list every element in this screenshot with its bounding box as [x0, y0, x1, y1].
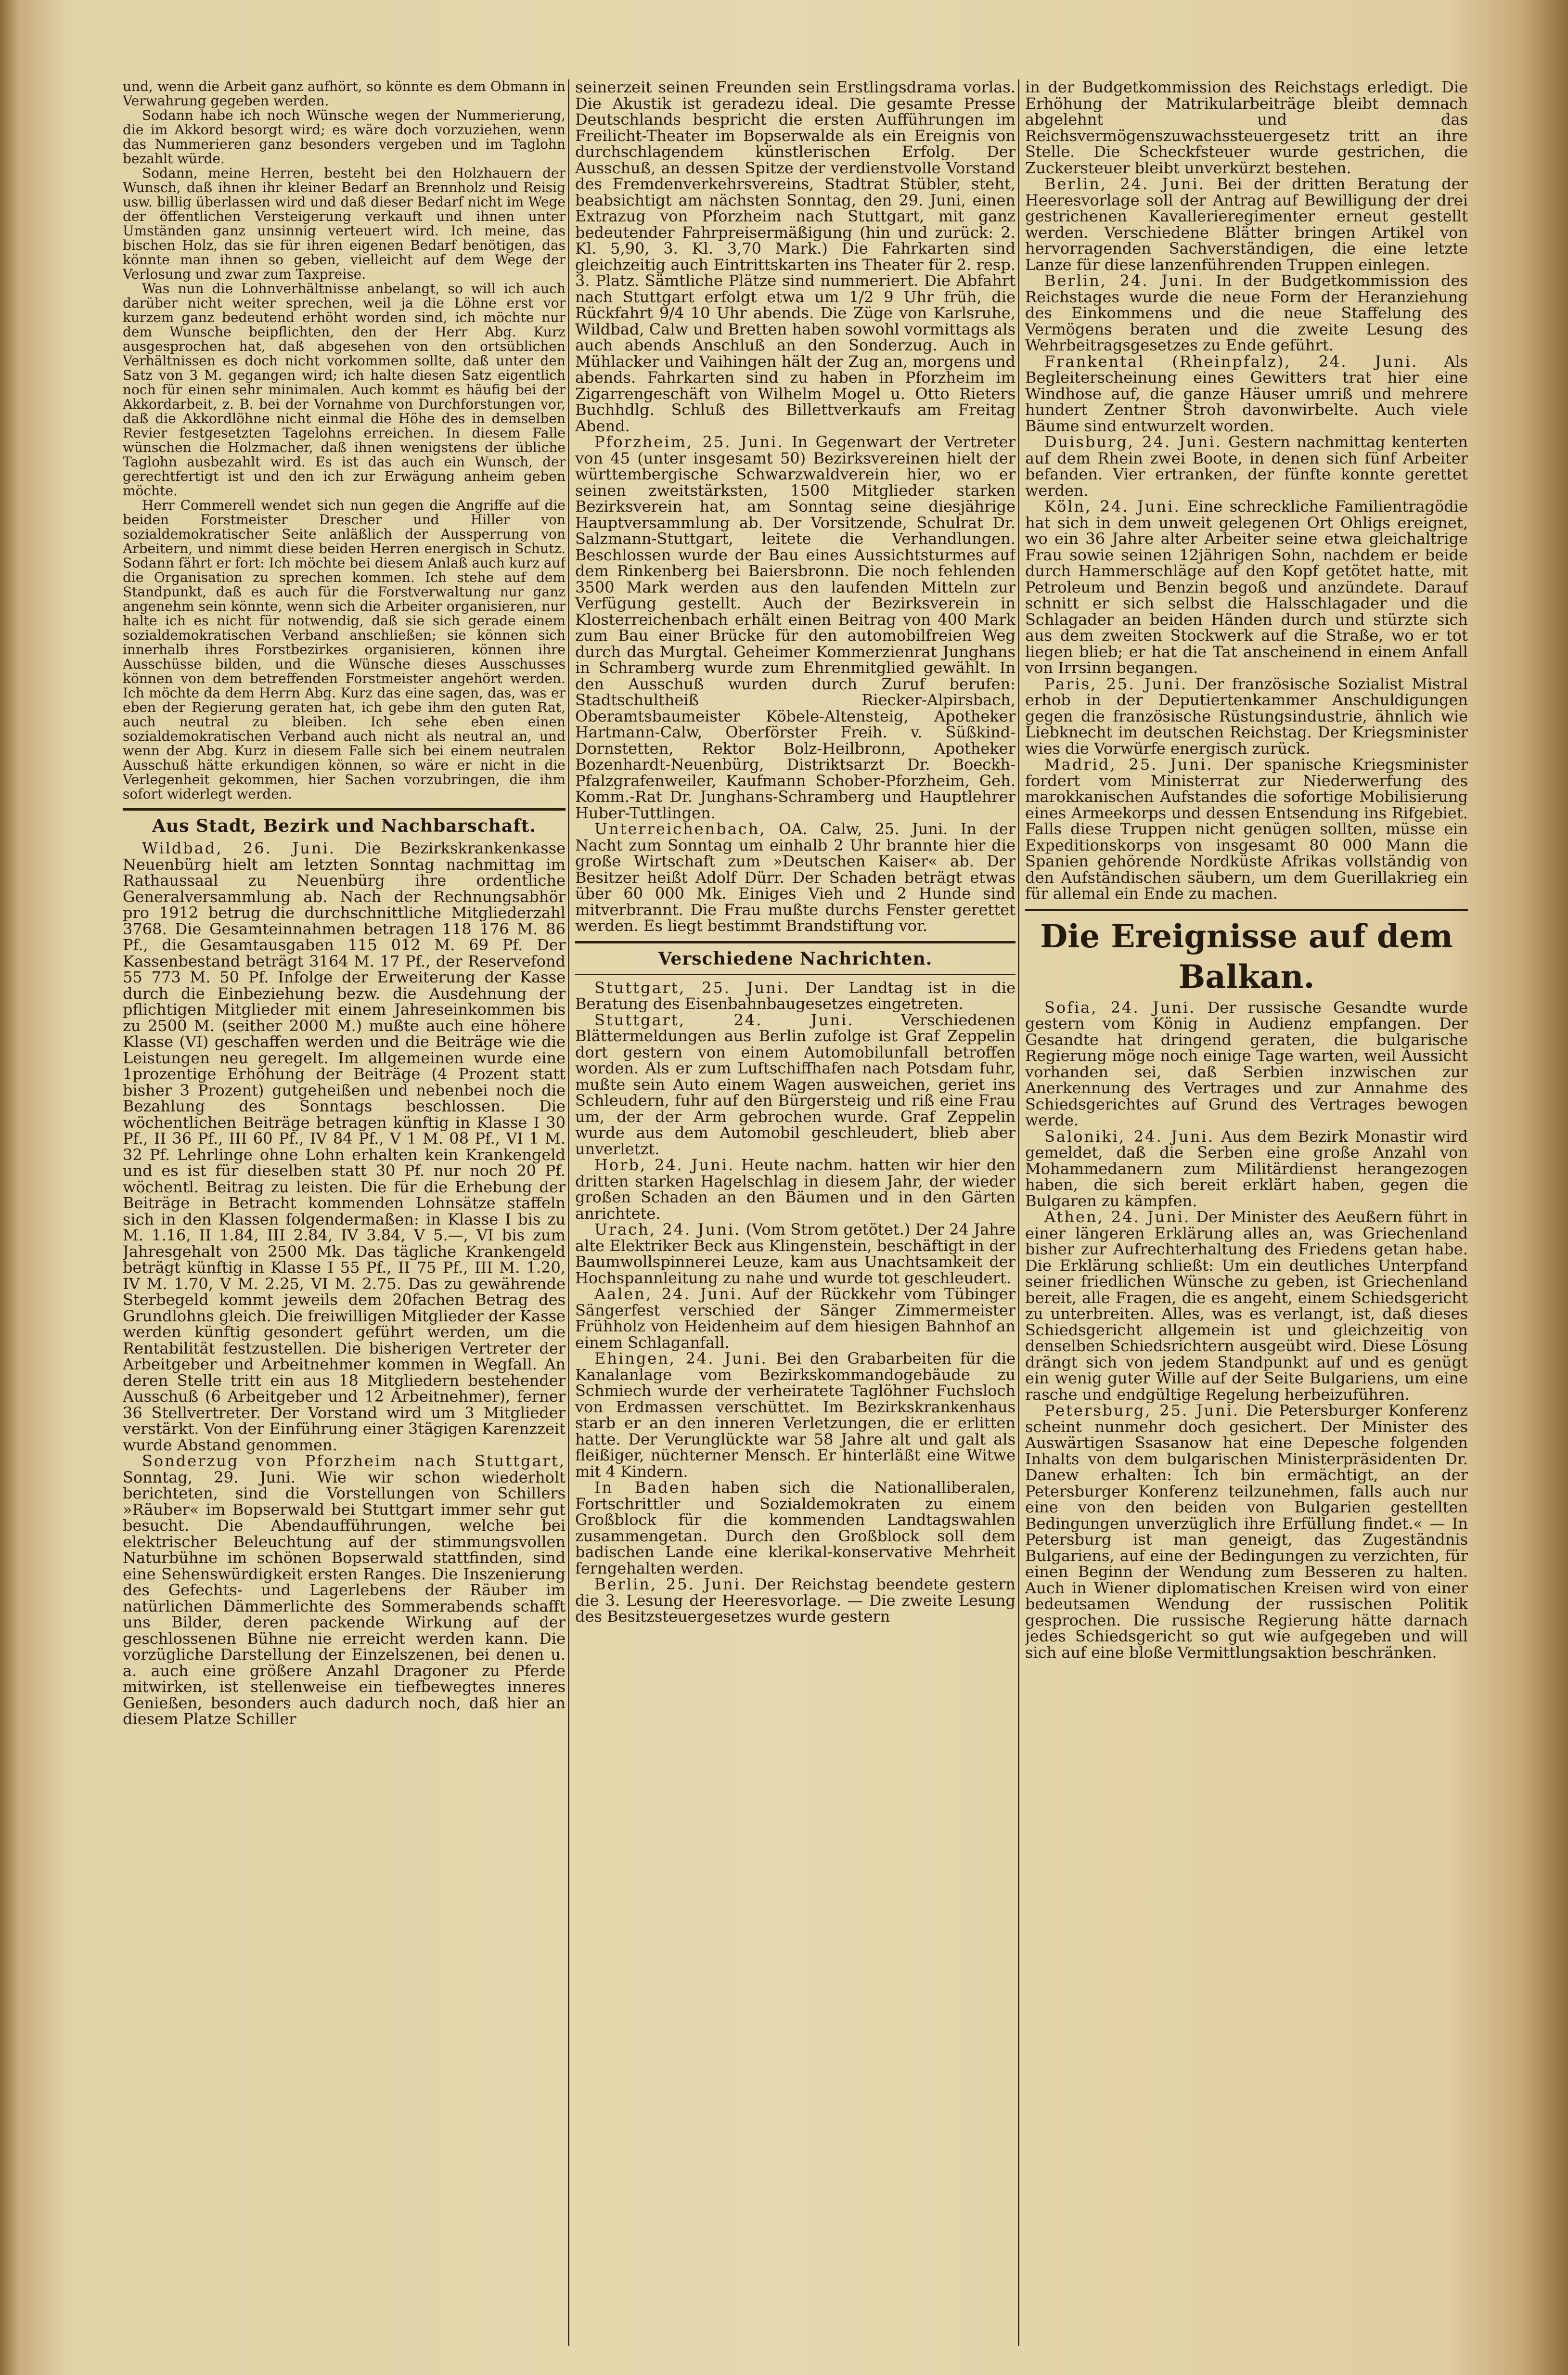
article-text: Als Begleiterscheinung eines Gewitters trat hier eine Windhose auf, die ganze Häuser umriß und mehrere hundert Zentner Stroh davonwirbelte. Auch viele Bäume sind entwurzelt worden.	[1025, 352, 1468, 435]
article-text: (Vom Strom getötet.) Der 24 Jahre alte Elektriker Beck aus Klingenstein, beschäftigt in der Baumwollspinnerei Leuze, kam aus Unachtsamkeit der Hochspannleitung zu nahe und wurde tot geschleudert.	[575, 1220, 1015, 1287]
article-text: Der französische Sozialist Mistral erhob in der Deputiertenkammer Anschuldigungen gegen die französische Rüstungsindustrie, ähnlich wie Liebknecht im deutschen Reichstag. Der Kriegsminister wies die Vorwürfe energisch zurück.	[1025, 674, 1468, 758]
article-paragraph	[575, 1480, 1015, 1576]
dateline: Berlin, 24. Juni.	[1044, 175, 1205, 193]
article-text: haben sich die Nationalliberalen, Fortschrittler und Sozialdemokraten zu einem Großblock für die kommenden Landtagswahlen zusammengetan. Durch den Großblock soll dem badischen Lande eine klerikal-konservative Mehrheit ferngehalten werden.	[575, 1478, 1015, 1577]
article-text: Die Petersburger Konferenz scheint nunmehr doch gesichert. Der Minister des Auswärtigen Ssasanow hat eine Depesche folgenden Inhalts von dem bulgarischen Ministerpräsidenten Dr. Danew erhalten: Ich bin ermächtigt, an der Petersburger Konferenz teilzunehmen, falls auch nur eine von den beiden von Bulgarien gestellten Bedingungen unverzüglich ihre Erfüllung findet.« — In Petersburg ist man geneigt, das Zugeständnis Bulgariens, auf eine der Bedingungen zu verzichten, für einen Beginn der Wendung zum Besseren zu halten. Auch in Wiener diplomatischen Kreisen wird von einer bedeutsamen Wendung der russischen Politik gesprochen. Die russische Regierung hätte darnach jedes Schiedsgericht so gut wie aufgegeben und will sich auf eine bloße Vermittlungsaktion beschränken.	[1025, 1401, 1468, 1662]
column-rule	[1018, 79, 1019, 2346]
article-paragraph	[1025, 499, 1468, 676]
dateline: In Baden	[594, 1478, 692, 1497]
article-text: Der spanische Kriegsminister fordert vom Ministerrat zur Niederwerfung des marokkanischen Aufstandes die sofortige Mobilisierung eines Armeekorps und dessen Entsendung ins Rifgebiet. Falls diese Truppen nicht genügen sollten, müsse ein Expeditionskorps von insgesamt 80 000 Mann die Spanien gehörende Nordküste Afrikas vollständig von den Aufständischen säubern, um dem Guerillakrieg ein für allemal ein Ende zu machen.	[1025, 755, 1468, 903]
dateline: Paris, 25. Juni.	[1044, 674, 1188, 693]
article-paragraph: Sodann habe ich noch Wünsche wegen der Nummerierung, die im Akkord besorgt wird; es wäre doch vorzuziehen, wenn das Nummerieren ganz besonders vergeben und im Taglohn bezahlt würde.	[123, 107, 566, 167]
article-text: Der Landtag ist in die Beratung des Eisenbahnbaugesetzes eingetreten.	[575, 978, 1015, 1013]
article-paragraph	[123, 840, 566, 1453]
dateline: Duisburg, 24. Juni.	[1044, 433, 1222, 451]
dateline: Frankental (Rheinpfalz), 24. Juni.	[1044, 352, 1418, 371]
article-text: Aus dem Bezirk Monastir wird gemeldet, daß die Serben eine große Anzahl von Mohammedanern zum Militärdienst herangezogen haben, die sich bereit erklärt haben, gegen die Bulgaren zu kämpfen.	[1025, 1127, 1468, 1210]
article-paragraph	[1025, 676, 1468, 757]
article-paragraph	[575, 1286, 1015, 1351]
article-paragraph	[575, 1157, 1015, 1222]
article-paragraph	[575, 1351, 1015, 1480]
article-paragraph	[1025, 434, 1468, 499]
article-paragraph	[575, 1012, 1015, 1158]
article-text: Bei den Grabarbeiten für die Kanalanlage vom Bezirkskommandogebäude zu Schmiech wurde der verheiratete Taglöhner Fuchsloch von Erdmassen verschüttet. Im Bezirkskrankenhaus starb er an den inneren Verletzungen, die er erlitten hatte. Der Verunglückte war 58 Jahre alt und galt als fleißiger, nüchterner Mensch. Er hinterläßt eine Witwe mit 4 Kindern.	[575, 1349, 1015, 1481]
article-paragraph	[575, 821, 1015, 934]
dateline: Köln, 24. Juni.	[1044, 497, 1181, 516]
section-divider	[575, 974, 1015, 975]
column-right	[1025, 79, 1468, 2346]
article-text: In der Budgetkommission des Reichstages wurde die neue Form der Heranziehung des Einkommens und die neue Staffelung des Vermögens beraten und die zweite Lesung des Wehrbeitragsgesetzes zu Ende geführt.	[1025, 271, 1468, 354]
article-text: Sonntag, 29. Juni. Wie wir schon wiederholt berichteten, sind die Vorstellungen von Schillers »Räuber« im Bopserwald bei Stuttgart immer sehr gut besucht. Die Abendaufführungen, welche bei elektrischer Beleuchtung auf der stimmungsvollen Naturbühne im schönen Bopserwald stattfinden, sind eine Sehenswürdigkeit ersten Ranges. Die Inszenierung des Gefechts- und Lagerlebens der Räuber im natürlichen Dämmerlichte des Sommerabends schafft uns Bilder, deren packende Wirkung auf der geschlossenen Bühne nie erreicht werden kann. Die vorzügliche Darstellung der Einzelszenen, bei denen u. a. auch eine größere Anzahl Dragoner zu Pferde mitwirken, ist stellenweise ein tiefbewegtes inneres Genießen, besonders auch dadurch noch, daß hier an diesem Platze Schiller	[123, 1468, 566, 1728]
article-paragraph: Was nun die Lohnverhältnisse anbelangt, so will ich auch darüber nicht weiter sprechen, weil ja die Löhne erst vor kurzem ganz bedeutend erhöht worden sind, ich möchte nur dem Wunsche beipflichten, den der Herr Abg. Kurz ausgesprochen hat, daß abgesehen von den ortsüblichen Verhältnissen es doch nicht vorkommen sollte, daß unter den Satz von 3 M. gegangen wird; ich halte diesen Satz eigentlich noch für einen sehr minimalen. Auch kommt es häufig bei der Akkordarbeit, z. B. bei der Vornahme von Durchforstungen vor, daß die Akkordlöhne nicht einmal die Höhe des in demselben Revier festgesetzten Tagelohns erreichen. In diesem Falle wünschen die Holzmacher, daß ihnen wenigstens der übliche Taglohn ausbezahlt wird. Es ist das auch ein Wunsch, der gerechtfertigt ist und den ich zur Erwägung anheim geben möchte.	[123, 281, 566, 499]
article-paragraph	[1025, 1129, 1468, 1210]
dateline: Urach, 24. Juni.	[594, 1220, 741, 1239]
article-text: Der Reichstag beendete gestern die 3. Lesung der Heeresvorlage. — Die zweite Lesung des Besitzsteuergesetzes wurde gestern	[575, 1575, 1015, 1626]
dateline: Madrid, 25. Juni.	[1044, 755, 1213, 774]
section-divider	[1025, 909, 1468, 911]
article-paragraph	[575, 434, 1015, 821]
dateline: Berlin, 25. Juni.	[594, 1575, 747, 1593]
dateline: Stuttgart, 25. Juni.	[594, 978, 790, 997]
column-middle	[575, 79, 1015, 2346]
dateline: Ehingen, 24. Juni.	[594, 1349, 768, 1368]
article-text: Heute nachm. hatten wir hier den dritten starken Hagelschlag in diesem Jahr, der wieder großen Schaden an den Bäumen und in den Gärten anrichtete.	[575, 1156, 1015, 1223]
article-paragraph: Herr Commerell wendet sich nun gegen die Angriffe auf die beiden Forstmeister Drescher und Hiller von sozialdemokratischer Seite anläßlich der Aussperrung von Arbeitern, und nimmt diese beiden Herren energisch in Schutz. Sodann fährt er fort: Ich möchte bei diesem Anlaß auch kurz auf die Organisation zu sprechen kommen. Ich stehe auf dem Standpunkt, daß es auch für die Forstverwaltung nur ganz angenehm sein könnte, wenn sich die Arbeiter organisieren, nur halte ich es nicht für notwendig, daß sie sich gerade einem sozialdemokratischen Verband anschließen; sie können sich innerhalb ihres Forstbezirkes organisieren, können ihre Ausschüsse bilden, und die Wünsche dieses Ausschusses können von dem betreffenden Forstmeister angehört werden. Ich möchte da dem Herrn Abg. Kurz das eine sagen, das, was er eben der Regierung geraten hat, ich gebe ihm den guten Rat, auch neutral zu bleiben. Ich sehe eben einen sozialdemokratischen Verband auch nicht als neutral an, und wenn der Abg. Kurz in diesem Falle sich bei einem neutralen Ausschuß hätte erkundigen können, so wäre er nicht in die Verlegenheit gekommen, hier Sachen vorzubringen, die ihm sofort widerlegt werden.	[123, 497, 566, 802]
section-divider	[123, 808, 566, 811]
article-paragraph	[575, 980, 1015, 1012]
article-text: Verschiedenen Blättermeldungen aus Berlin zufolge ist Graf Zeppelin dort gestern von einem Automobilunfall betroffen worden. Als er zum Luftschiffhafen nach Potsdam fuhr, mußte sein Auto einem Wagen ausweichen, geriet ins Schleudern, fuhr auf den Bürgersteig und riß eine Frau um, der der Arm gebrochen wurde. Graf Zeppelin wurde aus dem Automobil geschleudert, blieb aber unverletzt.	[575, 1010, 1015, 1158]
article-text: Die Bezirkskrankenkasse Neuenbürg hielt am letzten Sonntag nachmittag im Rathaussaal zu Neuenbürg ihre ordentliche Generalversammlung ab. Nach der Rechnungsabhör pro 1912 betrug die durchschnittliche Mitgliederzahl 3768. Die Gesamteinnahmen betragen 118 176 M. 86 Pf., die Gesamtausgaben 115 012 M. 69 Pf. Der Kassenbestand beträgt 3164 M. 17 Pf., der Reservefond 55 773 M. 50 Pf. Infolge der Erweiterung der Kasse durch die Einbeziehung bezw. die Ausdehnung der pflichtigen Mitglieder mit einem Jahreseinkommen bis zu 2500 M. (seither 2000 M.) mußte auch eine höhere Klasse (VI) geschaffen werden und die Beiträge wie die Leistungen neu geregelt. Im allgemeinen wurde eine 1prozentige Erhöhung der Beiträge (4 Prozent statt bisher 3 Prozent) gutgeheißen und nebenbei noch die Bezahlung des Sonntags beschlossen. Die wöchentlichen Beiträge betragen künftig in Klasse I 30 Pf., II 36 Pf., III 60 Pf., IV 84 Pf., V 1 M. 08 Pf., VI 1 M. 32 Pf. Lehrlinge ohne Lohn erhalten kein Krankengeld und es ist für dieselben statt 30 Pf. nur noch 20 Pf. wöchentl. Beitrag zu leisten. Die für die Erhebung der Beiträge in Betracht kommenden Lohnsätze staffeln sich in den Klassen folgendermaßen: in Klasse I bis zu M. 1.16, II 1.84, III 2.84, IV 3.84, V 5.—, VI bis zum Jahresgehalt von 2500 Mk. Das tägliche Krankengeld beträgt künftig in Klasse I 55 Pf., II 75 Pf., III M. 1.20, IV M. 1.70, V M. 2.25, VI M. 2.75. Das zu gewährende Sterbegeld kommt jeweils dem 20fachen Betrag des Grundlohns gleich. Die freiwilligen Mitglieder der Kasse werden künftig gesondert geführt werden, um die Rentabilität festzustellen. Die bisherigen Vertreter der Arbeitgeber und Arbeitnehmer kommen in Wegfall. An deren Stelle tritt ein aus 18 Mitgliedern bestehender Ausschuß (6 Arbeitgeber und 12 Arbeitnehmer), ferner 36 Stellvertreter. Der Vorstand wird um 3 Mitglieder verstärkt. Von der Einführung einer 3tägigen Karenzzeit wurde Abstand genommen.	[123, 839, 566, 1454]
dateline: Saloniki, 24. Juni.	[1044, 1127, 1214, 1146]
section-heading: Aus Stadt, Bezirk und Nachbarschaft.	[152, 816, 536, 836]
article-paragraph	[123, 1453, 566, 1728]
article-paragraph	[1025, 1000, 1468, 1129]
article-paragraph	[1025, 273, 1468, 354]
article-text: OA. Calw, 25. Juni. In der Nacht zum Sonntag um einhalb 2 Uhr brannte hier die große Wirtschaft zum »Deutschen Kaiser« ab. Der Besitzer heißt Adolf Dürr. Der Schaden beträgt etwas über 60 000 Mk. Einiges Vieh und 2 Hunde sind mitverbrannt. Die Frau mußte durchs Fenster gerettet werden. Es liegt bestimmt Brandstiftung vor.	[575, 820, 1015, 935]
article-paragraph: in der Budgetkommission des Reichstags erledigt. Die Erhöhung der Matrikularbeiträge bleibt demnach abgelehnt und das Reichsvermögenszuwachssteuergesetz tritt an ihre Stelle. Die Scheckfsteuer wurde gestrichen, die Zuckersteuer bleibt unverkürzt bestehen.	[1025, 79, 1468, 177]
article-paragraph	[1025, 354, 1468, 435]
dateline: Unterreichenbach,	[594, 820, 766, 838]
article-paragraph	[1025, 757, 1468, 902]
article-paragraph: und, wenn die Arbeit ganz aufhört, so könnte es dem Obmann in Verwahrung gegeben werden.	[123, 79, 566, 109]
section-heading: Verschiedene Nachrichten.	[658, 948, 933, 969]
column-rule	[568, 79, 569, 2346]
article-paragraph: Sodann, meine Herren, besteht bei den Holzhauern der Wunsch, daß ihnen ihr kleiner Bedarf an Brennholz und Reisig usw. billig überlassen wird und daß dieser Bedarf nicht im Wege der öffentlichen Versteigerung verkauft und ihnen unter Umständen ganz unsinnig verteuert wird. Ich meine, das bischen Holz, das sie für ihren eigenen Bedarf benötigen, das könnte man ihnen so geben, vielleicht auf dem Wege der Verlosung und zwar zum Taxpreise.	[123, 165, 566, 282]
article-text: In Gegenwart der Vertreter von 45 (unter insgesamt 50) Bezirksvereinen hielt der württembergische Schwarzwaldverein hier, wo er seinen zweitstärksten, 1500 Mitglieder starken Bezirksverein hat, am Sonntag seine diesjährige Hauptversammlung ab. Der Vorsitzende, Schulrat Dr. Salzmann-Stuttgart, leitete die Verhandlungen. Beschlossen wurde der Bau eines Aussichtsturmes auf dem Rinkenberg bei Baiersbronn. Die noch fehlenden 3500 Mark werden aus den laufenden Mitteln zur Verfügung gestellt. Auch der Bezirksverein in Klosterreichenbach erhält einen Beitrag von 400 Mark zum Bau einer Brücke für den automobilfreien Weg durch das Murgtal. Geheimer Kommerzienrat Junghans in Schramberg wurde zum Ehrenmitglied gewählt. In den Ausschuß wurden durch Zuruf berufen: Stadtschultheiß Riecker-Alpirsbach, Oberamtsbaumeister Köbele-Altensteig, Apotheker Hartmann-Calw, Oberförster Freih. v. Süßkind-Dornstetten, Rektor Bolz-Heilbronn, Apotheker Bozenhardt-Neuenbürg, Distriktsarzt Dr. Boeckh-Pfalzgrafenweiler, Kaufmann Schober-Pforzheim, Geh. Komm.-Rat Dr. Junghans-Schramberg und Hauptlehrer Huber-Tuttlingen.	[575, 433, 1015, 822]
article-text: Der russische Gesandte wurde gestern vom König in Audienz empfangen. Der Gesandte hat dringend geraten, die bulgarische Regierung möge noch einige Tage warten, weil Aussicht vorhanden sei, daß Serbien inzwischen zur Anerkennung des Vertrages und zur Annahme des Schiedsgerichtes auf Grund des Vertrages bewogen werde.	[1025, 998, 1468, 1129]
article-paragraph: seinerzeit seinen Freunden sein Erstlingsdrama vorlas. Die Akustik ist geradezu ideal. Die gesamte Presse Deutschlands bespricht die ersten Aufführungen im Freilicht-Theater im Bopserwalde als ein Ereignis von durchschlagendem künstlerischen Erfolg. Der Ausschuß, an dessen Spitze der verdienstvolle Vorstand des Fremdenverkehrsvereins, Stadtrat Stübler, steht, beabsichtigt am nächsten Sonntag, den 29. Juni, einen Extrazug von Pforzheim nach Stuttgart, mit ganz bedeutender Fahrpreisermäßigung (hin und zurück: 2. Kl. 5,90, 3. Kl. 3,70 Mark.) Die Fahrkarten sind gleichzeitig auch Eintrittskarten ins Theater für 2. resp. 3. Platz. Sämtliche Plätze sind nummeriert. Die Abfahrt nach Stuttgart erfolgt etwa um 1/2 9 Uhr früh, die Rückfahrt 9/4 10 Uhr abends. Die Züge von Karlsruhe, Wildbad, Calw und Bretten haben sowohl vormittags als auch abends Anschluß an den Sonderzug. Auch in Mühlacker und Vaihingen hält der Zug an, morgens und abends. Fahrkarten sind zu haben in Pforzheim im Zigarrengeschäft von Wilhelm Mogel u. Otto Rieters Buchhdlg. Schluß des Billettverkaufs am Freitag Abend.	[575, 79, 1015, 435]
column-left	[123, 79, 566, 2346]
dateline: Athen, 24. Juni.	[1044, 1208, 1191, 1226]
article-text: Gestern nachmittag kenterten auf dem Rhein zwei Boote, in denen sich fünf Arbeiter befanden. Vier ertranken, der fünfte konnte gerettet werden.	[1025, 433, 1468, 500]
dateline: Aalen, 24. Juni.	[594, 1285, 743, 1303]
section-divider	[575, 941, 1015, 943]
dateline: Pforzheim, 25. Juni.	[594, 433, 784, 451]
dateline: Petersburg, 25. Juni.	[1044, 1401, 1240, 1420]
article-paragraph	[1025, 1403, 1468, 1661]
dateline: Sonderzug von Pforzheim nach Stuttgart,	[142, 1452, 566, 1470]
article-paragraph	[575, 1222, 1015, 1286]
article-paragraph	[575, 1576, 1015, 1625]
article-text: Auf der Rückkehr vom Tübinger Sängerfest verschied der Sänger Zimmermeister Frühholz von Heidenheim auf dem hiesigen Bahnhof an einem Schlaganfall.	[575, 1285, 1015, 1352]
dateline: Horb, 24. Juni.	[594, 1156, 735, 1174]
dateline: Berlin, 24. Juni.	[1044, 271, 1205, 290]
article-text: Bei der dritten Beratung der Heeresvorlage soll der Antrag auf Bewilligung der drei gestrichenen Kavallerieregimenter erneut gestellt werden. Verschiedene Blätter bringen Artikel von hervorragenden Sachverständigen, die eine letzte Lanze für diese lanzenführenden Truppen einlegen.	[1025, 175, 1468, 274]
dateline: Wildbad, 26. Juni.	[142, 839, 335, 857]
article-paragraph	[1025, 1209, 1468, 1403]
article-text: Der Minister des Aeußern führt in einer längeren Erklärung alles an, was Griechenland bisher zur Aufrechterhaltung des Friedens getan habe. Die Erklärung schließt: Um ein deutliches Unterpfand seiner friedlichen Wünsche zu geben, ist Griechenland bereit, alle Fragen, die es angeht, einem Schiedsgericht zu unterbreiten. Alles, was es verlangt, ist, daß dieses Schiedsgericht allgemein ist und gleichzeitig von denselben Schiedsrichtern ausgeübt wird. Diese Lösung drängt sich von jedem Standpunkt auf und es genügt ein wenig guter Wille auf der Seite Bulgariens, um eine rasche und endgültige Regelung herbeizuführen.	[1025, 1208, 1468, 1404]
article-text: Eine schreckliche Familientragödie hat sich in dem unweit gelegenen Ort Ohligs ereignet, wo ein 36 Jahre alter Arbeiter seine etwa gleichaltrige Frau sowie seinen 12jährigen Sohn, nachdem er beide durch Hammerschläge auf den Kopf getötet hatte, mit Petroleum und Benzin begoß und anzündete. Darauf schnitt er sich selbst die Halsschlagader und die Schlagader an beiden Händen durch und stürzte sich aus dem zweiten Stockwerk auf die Straße, wo er tot liegen blieb; er hat die Tat anscheinend in einem Anfall von Irrsinn begangen.	[1025, 497, 1468, 677]
section-heading: Die Ereignisse auf dem Balkan.	[1040, 917, 1453, 995]
article-paragraph	[1025, 176, 1468, 273]
dateline: Sofia, 24. Juni.	[1044, 998, 1196, 1017]
dateline: Stuttgart, 24. Juni.	[594, 1010, 854, 1029]
